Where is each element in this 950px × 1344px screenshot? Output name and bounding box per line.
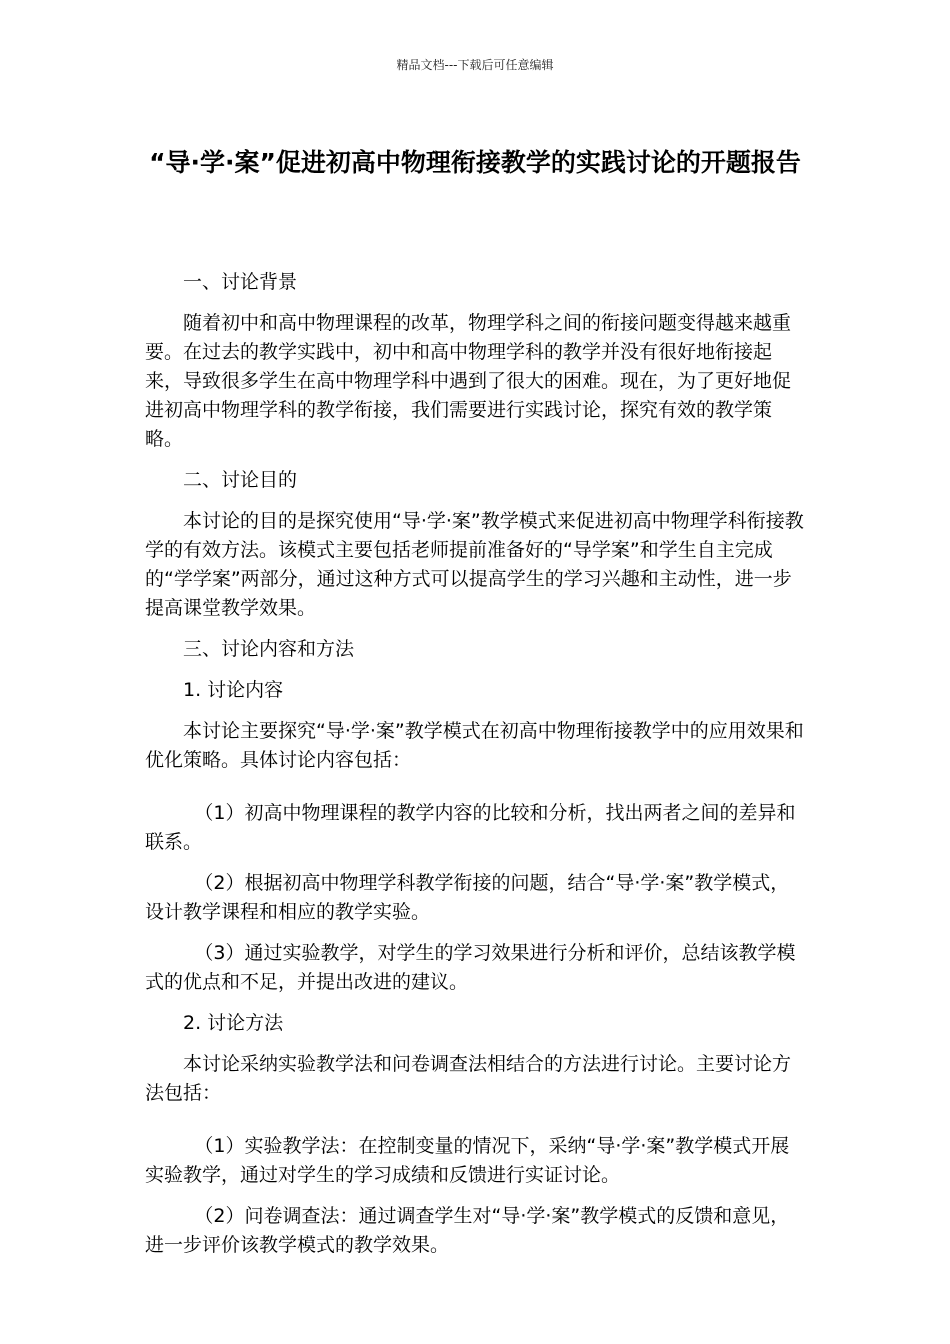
subsection-heading-content: 1. 讨论内容 [183,679,284,701]
section-heading-purpose: 二、讨论目的 [183,469,298,491]
list-item-content-2: （2）根据初高中物理学科教学衔接的问题，结合“导·学·案”教学模式，设计教学课程和相应的教学实验。 [145,872,790,923]
document-body [145,268,807,1272]
paragraph-purpose: 本讨论的目的是探究使用“导·学·案”教学模式来促进初高中物理学科衔接教学的有效方法。该模式主要包括老师提前准备好的“导学案”和学生自主完成的“学学案”两部分，通过这种方式可以提高学生的学习兴趣和主动性，进一步提高课堂教学效果。 [145,510,804,619]
paragraph-content-intro: 本讨论主要探究“导·学·案”教学模式在初高中物理衔接教学中的应用效果和优化策略。具体讨论内容包括： [145,720,804,771]
list-item-content-3: （3）通过实验教学，对学生的学习效果进行分析和评价，总结该教学模式的优点和不足，并提出改进的建议。 [145,942,796,993]
list-item-content-1: （1）初高中物理课程的教学内容的比较和分析，找出两者之间的差异和联系。 [145,802,796,853]
list-item-method-1: （1）实验教学法：在控制变量的情况下，采纳“导·学·案”教学模式开展实验教学，通过对学生的学习成绩和反馈进行实证讨论。 [145,1135,790,1186]
section-heading-background: 一、讨论背景 [183,271,298,293]
subsection-heading-method: 2. 讨论方法 [183,1012,284,1034]
document-title: “导·学·案”促进初高中物理衔接教学的实践讨论的开题报告 [149,148,801,177]
header-note: 精品文档---下载后可任意编辑 [396,58,554,72]
paragraph-background: 随着初中和高中物理课程的改革，物理学科之间的衔接问题变得越来越重要。在过去的教学实践中，初中和高中物理学科的教学并没有很好地衔接起来，导致很多学生在高中物理学科中遇到了很大的困难。现在，为了更好地促进初高中物理学科的教学衔接，我们需要进行实践讨论，探究有效的教学策略。 [145,312,792,450]
section-heading-content-method: 三、讨论内容和方法 [183,638,355,660]
paragraph-method-intro: 本讨论采纳实验教学法和问卷调查法相结合的方法进行讨论。主要讨论方法包括： [145,1053,792,1104]
list-item-method-2: （2）问卷调查法：通过调查学生对“导·学·案”教学模式的反馈和意见，进一步评价该教学模式的教学效果。 [145,1205,790,1256]
